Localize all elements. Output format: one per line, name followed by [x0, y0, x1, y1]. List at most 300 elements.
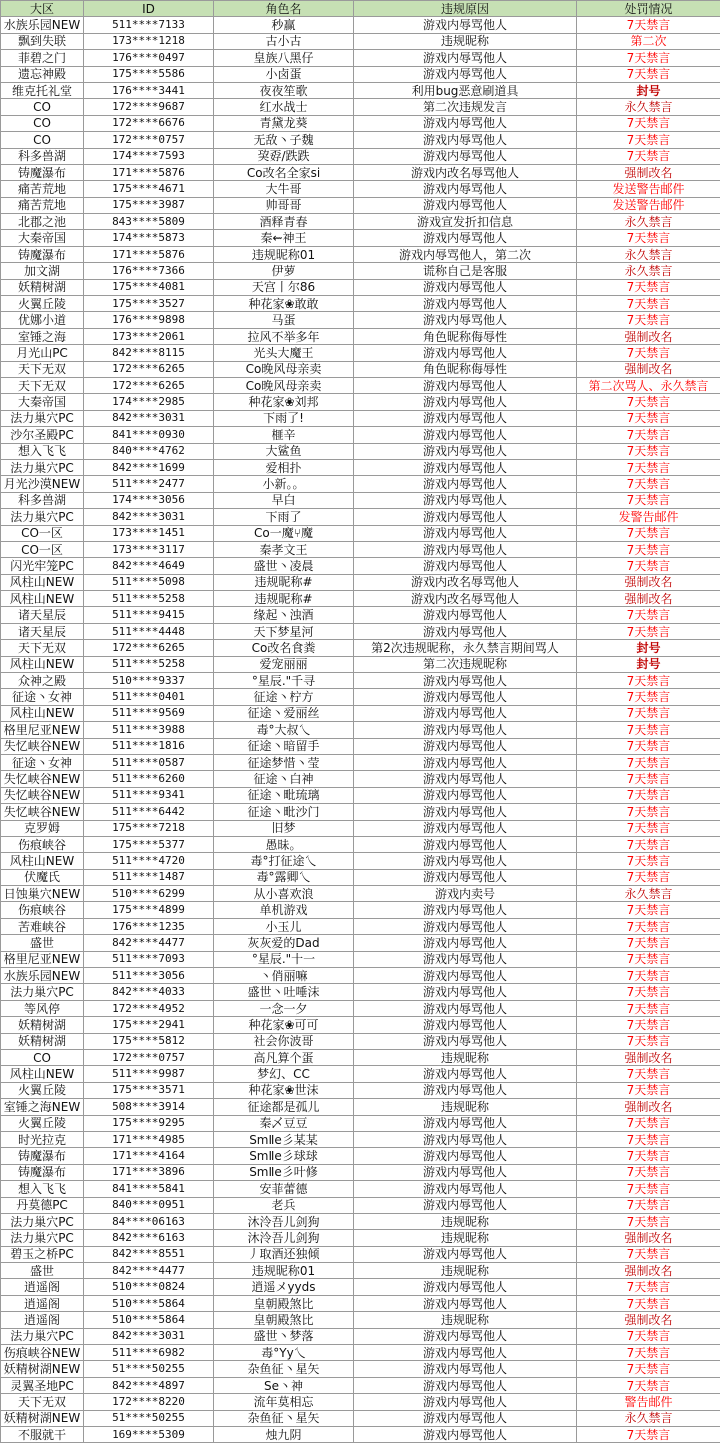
cell-role-name: 伊萝 [214, 263, 354, 279]
cell-id: 172****0757 [84, 1050, 214, 1066]
cell-violation-reason: 违规昵称 [354, 1213, 577, 1229]
cell-region: 法力巢穴PC [1, 410, 84, 426]
table-row [1, 1230, 720, 1246]
cell-region: 维克托礼堂 [1, 82, 84, 98]
cell-region: 法力巢穴PC [1, 1230, 84, 1246]
cell-id: 842****4477 [84, 935, 214, 951]
cell-penalty: 7天禁言 [577, 132, 720, 148]
cell-violation-reason: 游戏内辱骂他人 [354, 377, 577, 393]
cell-violation-reason: 游戏内辱骂他人 [354, 869, 577, 885]
cell-region: 失忆峡谷NEW [1, 771, 84, 787]
cell-id: 511****2477 [84, 476, 214, 492]
cell-penalty: 发送警告邮件 [577, 197, 720, 213]
cell-violation-reason: 第2次违规昵称，永久禁言期间骂人 [354, 640, 577, 656]
cell-penalty: 7天禁言 [577, 902, 720, 918]
table-row [1, 1279, 720, 1295]
cell-id: 843****5809 [84, 214, 214, 230]
cell-role-name: 种花家❀世沫 [214, 1082, 354, 1098]
cell-violation-reason: 游戏内辱骂他人 [354, 836, 577, 852]
cell-region: 风柱山NEW [1, 574, 84, 590]
cell-region: 妖精树湖NEW [1, 1361, 84, 1377]
cell-id: 51****50255 [84, 1361, 214, 1377]
cell-role-name: 秦孝文王 [214, 541, 354, 557]
cell-penalty: 7天禁言 [577, 1295, 720, 1311]
cell-violation-reason: 游戏内辱骂他人 [354, 66, 577, 82]
cell-penalty: 7天禁言 [577, 443, 720, 459]
cell-penalty: 7天禁言 [577, 935, 720, 951]
cell-id: 840****0951 [84, 1197, 214, 1213]
cell-role-name: 毒°露卿乀 [214, 869, 354, 885]
cell-role-name: Co晚风母亲卖 [214, 361, 354, 377]
cell-role-name: 老兵 [214, 1197, 354, 1213]
cell-region: 法力巢穴PC [1, 1213, 84, 1229]
cell-id: 511****6442 [84, 804, 214, 820]
cell-violation-reason: 第二次违规发言 [354, 99, 577, 115]
cell-role-name: 征途都是孤儿 [214, 1099, 354, 1115]
table-row [1, 492, 720, 508]
table-row [1, 771, 720, 787]
cell-violation-reason: 角色昵称侮辱性 [354, 328, 577, 344]
cell-penalty: 7天禁言 [577, 1181, 720, 1197]
table-row [1, 902, 720, 918]
cell-penalty: 强制改名 [577, 1099, 720, 1115]
table-row [1, 50, 720, 66]
cell-violation-reason: 游戏内辱骂他人 [354, 722, 577, 738]
cell-role-name: 从小喜欢浪 [214, 886, 354, 902]
cell-violation-reason: 游戏内辱骂他人 [354, 705, 577, 721]
cell-violation-reason: 游戏内改名辱骂他人 [354, 591, 577, 607]
table-row [1, 296, 720, 312]
table-row [1, 525, 720, 541]
table-row [1, 1050, 720, 1066]
cell-violation-reason: 游戏内辱骂他人 [354, 345, 577, 361]
cell-penalty: 7天禁言 [577, 541, 720, 557]
cell-violation-reason: 游戏内辱骂他人 [354, 1164, 577, 1180]
cell-region: 征途丶女神 [1, 689, 84, 705]
cell-violation-reason: 游戏内辱骂他人 [354, 1181, 577, 1197]
cell-violation-reason: 游戏内辱骂他人 [354, 902, 577, 918]
cell-region: CO一区 [1, 541, 84, 557]
table-row [1, 132, 720, 148]
cell-violation-reason: 游戏内辱骂他人 [354, 1066, 577, 1082]
table-row [1, 279, 720, 295]
cell-violation-reason: 游戏内辱骂他人 [354, 1345, 577, 1361]
cell-role-name: 沐泠吾儿剑狗 [214, 1230, 354, 1246]
cell-region: 伤痕峡谷 [1, 836, 84, 852]
cell-id: 842****3031 [84, 410, 214, 426]
cell-violation-reason: 游戏内辱骂他人 [354, 1426, 577, 1442]
table-row [1, 623, 720, 639]
cell-penalty: 警告邮件 [577, 1394, 720, 1410]
cell-region: 大秦帝国 [1, 230, 84, 246]
cell-id: 511****7093 [84, 951, 214, 967]
table-row [1, 1164, 720, 1180]
cell-region: CO [1, 115, 84, 131]
cell-penalty: 7天禁言 [577, 345, 720, 361]
cell-violation-reason: 违规昵称 [354, 1312, 577, 1328]
cell-region: 妖精树湖 [1, 279, 84, 295]
cell-id: 84****06163 [84, 1213, 214, 1229]
cell-violation-reason: 游戏内辱骂他人 [354, 968, 577, 984]
cell-role-name: 征途丶毗沙门 [214, 804, 354, 820]
cell-id: 175****5812 [84, 1033, 214, 1049]
table-row [1, 640, 720, 656]
cell-region: 妖精树湖NEW [1, 1410, 84, 1426]
table-row [1, 66, 720, 82]
cell-role-name: 拉风不举多年 [214, 328, 354, 344]
cell-region: 水族乐园NEW [1, 17, 84, 33]
cell-violation-reason: 游戏内辱骂他人 [354, 1394, 577, 1410]
cell-region: 苦难峡谷 [1, 918, 84, 934]
cell-region: 遗忘神殿 [1, 66, 84, 82]
cell-violation-reason: 游戏内辱骂他人 [354, 1410, 577, 1426]
header-penalty: 处罚情况 [577, 1, 720, 17]
cell-region: 逍遥阁 [1, 1295, 84, 1311]
table-row [1, 1033, 720, 1049]
cell-role-name: 杂鱼征丶星矢 [214, 1410, 354, 1426]
cell-id: 176****1235 [84, 918, 214, 934]
cell-region: 众神之殿 [1, 673, 84, 689]
cell-role-name: 巭孬/跌跌 [214, 148, 354, 164]
header-role-name: 角色名 [214, 1, 354, 17]
cell-penalty: 7天禁言 [577, 1115, 720, 1131]
cell-role-name: 旧梦 [214, 820, 354, 836]
cell-penalty: 7天禁言 [577, 771, 720, 787]
cell-role-name: 杂鱼征丶星矢 [214, 1361, 354, 1377]
cell-region: 诸天星辰 [1, 607, 84, 623]
cell-role-name: 毒°打征途乀 [214, 853, 354, 869]
cell-role-name: 灰灰爱的Dad [214, 935, 354, 951]
cell-region: CO一区 [1, 525, 84, 541]
cell-id: 510****0824 [84, 1279, 214, 1295]
cell-id: 842****3031 [84, 509, 214, 525]
table-row [1, 17, 720, 33]
cell-id: 511****4720 [84, 853, 214, 869]
cell-id: 840****4762 [84, 443, 214, 459]
cell-role-name: 征途丶暗留手 [214, 738, 354, 754]
cell-id: 172****6676 [84, 115, 214, 131]
cell-violation-reason: 游戏内辱骂他人 [354, 459, 577, 475]
cell-penalty: 7天禁言 [577, 525, 720, 541]
cell-penalty: 7天禁言 [577, 607, 720, 623]
cell-role-name: 毒°Yy乀 [214, 1345, 354, 1361]
table-row [1, 541, 720, 557]
cell-violation-reason: 游戏内辱骂他人 [354, 673, 577, 689]
cell-role-name: 光头大魔王 [214, 345, 354, 361]
cell-region: 伤痕峡谷 [1, 902, 84, 918]
cell-role-name: 秒赢 [214, 17, 354, 33]
cell-penalty: 7天禁言 [577, 558, 720, 574]
cell-region: 日蚀巢穴NEW [1, 886, 84, 902]
cell-violation-reason: 游戏内辱骂他人 [354, 132, 577, 148]
cell-region: 火翼丘陵 [1, 296, 84, 312]
cell-role-name: 违规昵称# [214, 574, 354, 590]
cell-role-name: Co晚风母亲卖 [214, 377, 354, 393]
cell-role-name: 流年莫相忘 [214, 1394, 354, 1410]
cell-region: 失忆峡谷NEW [1, 738, 84, 754]
table-row [1, 1197, 720, 1213]
cell-region: 北郡之池 [1, 214, 84, 230]
table-row [1, 164, 720, 180]
cell-region: 征途丶女神 [1, 754, 84, 770]
cell-region: 室锤之海NEW [1, 1099, 84, 1115]
cell-region: 优娜小道 [1, 312, 84, 328]
cell-role-name: 大鲨鱼 [214, 443, 354, 459]
cell-role-name: Se丶神 [214, 1377, 354, 1393]
cell-role-name: 爱宠丽丽 [214, 656, 354, 672]
cell-id: 175****5377 [84, 836, 214, 852]
cell-id: 175****4081 [84, 279, 214, 295]
cell-region: 灵翼圣地PC [1, 1377, 84, 1393]
cell-region: 克罗姆 [1, 820, 84, 836]
cell-id: 842****4033 [84, 984, 214, 1000]
cell-id: 174****2985 [84, 394, 214, 410]
cell-id: 508****3914 [84, 1099, 214, 1115]
cell-id: 842****1699 [84, 459, 214, 475]
cell-penalty: 7天禁言 [577, 853, 720, 869]
cell-violation-reason: 游戏内辱骂他人 [354, 558, 577, 574]
cell-region: 加文湖 [1, 263, 84, 279]
cell-role-name: 逍遥メyyds [214, 1279, 354, 1295]
cell-region: 法力巢穴PC [1, 459, 84, 475]
cell-penalty: 7天禁言 [577, 722, 720, 738]
table-row [1, 1410, 720, 1426]
cell-id: 511****1487 [84, 869, 214, 885]
cell-violation-reason: 游戏内辱骂他人 [354, 1131, 577, 1147]
table-row [1, 574, 720, 590]
cell-role-name: 安菲蕾德 [214, 1181, 354, 1197]
cell-id: 175****3571 [84, 1082, 214, 1098]
table-row [1, 1263, 720, 1279]
cell-penalty: 7天禁言 [577, 820, 720, 836]
cell-region: 风柱山NEW [1, 1066, 84, 1082]
cell-penalty: 永久禁言 [577, 99, 720, 115]
cell-region: 铸魔瀑布 [1, 246, 84, 262]
cell-region: 菲碧之门 [1, 50, 84, 66]
cell-penalty: 7天禁言 [577, 1017, 720, 1033]
cell-penalty: 永久禁言 [577, 246, 720, 262]
table-row [1, 328, 720, 344]
cell-penalty: 7天禁言 [577, 427, 720, 443]
cell-id: 169****5309 [84, 1426, 214, 1442]
cell-id: 511****6260 [84, 771, 214, 787]
table-row [1, 345, 720, 361]
cell-violation-reason: 游戏内辱骂他人 [354, 1377, 577, 1393]
table-row [1, 935, 720, 951]
table-row [1, 1213, 720, 1229]
cell-id: 176****9898 [84, 312, 214, 328]
cell-region: CO [1, 1050, 84, 1066]
cell-penalty: 强制改名 [577, 361, 720, 377]
cell-region: 时光拉克 [1, 1131, 84, 1147]
cell-violation-reason: 游戏内辱骂他人 [354, 738, 577, 754]
cell-region: 火翼丘陵 [1, 1115, 84, 1131]
cell-region: 格里尼亚NEW [1, 951, 84, 967]
table-row [1, 509, 720, 525]
cell-role-name: 社会你波哥 [214, 1033, 354, 1049]
cell-region: 法力巢穴PC [1, 509, 84, 525]
cell-role-name: 种花家❀可可 [214, 1017, 354, 1033]
cell-role-name: 丿取酒还独倾 [214, 1246, 354, 1262]
header-id: ID [84, 1, 214, 17]
cell-id: 842****8115 [84, 345, 214, 361]
table-row [1, 99, 720, 115]
cell-id: 842****8551 [84, 1246, 214, 1262]
cell-role-name: 大牛哥 [214, 181, 354, 197]
cell-role-name: 征途丶毗琉璃 [214, 787, 354, 803]
table-row [1, 656, 720, 672]
cell-region: 天下无双 [1, 1394, 84, 1410]
cell-id: 511****7133 [84, 17, 214, 33]
table-row [1, 1394, 720, 1410]
table-row [1, 1131, 720, 1147]
cell-penalty: 第二次 [577, 33, 720, 49]
cell-id: 172****6265 [84, 361, 214, 377]
table-row [1, 82, 720, 98]
header-region: 大区 [1, 1, 84, 17]
table-row [1, 607, 720, 623]
table-body [1, 17, 720, 1443]
cell-id: 510****5864 [84, 1312, 214, 1328]
cell-penalty: 7天禁言 [577, 50, 720, 66]
cell-region: 铸魔瀑布 [1, 164, 84, 180]
cell-role-name: 天宫丨尔86 [214, 279, 354, 295]
cell-id: 511****9341 [84, 787, 214, 803]
cell-role-name: 小卤蛋 [214, 66, 354, 82]
table-row [1, 1361, 720, 1377]
cell-role-name: 盛世丶吐唾沫 [214, 984, 354, 1000]
cell-violation-reason: 游戏内辱骂他人 [354, 1033, 577, 1049]
cell-region: 风柱山NEW [1, 853, 84, 869]
cell-id: 511****3056 [84, 968, 214, 984]
cell-penalty: 强制改名 [577, 574, 720, 590]
cell-region: 铸魔瀑布 [1, 1148, 84, 1164]
table-row [1, 1115, 720, 1131]
cell-role-name: 种花家❀敢敢 [214, 296, 354, 312]
cell-penalty: 7天禁言 [577, 951, 720, 967]
cell-id: 842****4649 [84, 558, 214, 574]
cell-id: 511****5258 [84, 591, 214, 607]
cell-penalty: 强制改名 [577, 1230, 720, 1246]
cell-penalty: 发警告邮件 [577, 509, 720, 525]
cell-penalty: 7天禁言 [577, 394, 720, 410]
cell-role-name: 酒释青春 [214, 214, 354, 230]
cell-violation-reason: 游戏内辱骂他人 [354, 1279, 577, 1295]
cell-violation-reason: 游戏内辱骂他人 [354, 771, 577, 787]
cell-violation-reason: 游戏内辱骂他人 [354, 443, 577, 459]
cell-penalty: 7天禁言 [577, 705, 720, 721]
cell-violation-reason: 角色昵称侮辱性 [354, 361, 577, 377]
cell-region: 闪光牢笼PC [1, 558, 84, 574]
cell-role-name: 爱相扑 [214, 459, 354, 475]
cell-penalty: 7天禁言 [577, 1148, 720, 1164]
cell-id: 511****4448 [84, 623, 214, 639]
cell-role-name: 盛世丶凌晨 [214, 558, 354, 574]
table-row [1, 1426, 720, 1442]
cell-role-name: 红水战士 [214, 99, 354, 115]
cell-role-name: 皇朝殿煞比 [214, 1295, 354, 1311]
cell-region: 逍遥阁 [1, 1312, 84, 1328]
cell-violation-reason: 游戏内辱骂他人 [354, 181, 577, 197]
cell-id: 175****9295 [84, 1115, 214, 1131]
cell-id: 175****3987 [84, 197, 214, 213]
cell-role-name: 违规昵称01 [214, 1263, 354, 1279]
table-row [1, 459, 720, 475]
cell-penalty: 7天禁言 [577, 787, 720, 803]
cell-role-name: 夜夜笙歌 [214, 82, 354, 98]
cell-penalty: 7天禁言 [577, 312, 720, 328]
cell-penalty: 7天禁言 [577, 754, 720, 770]
cell-role-name: Co改名全家si [214, 164, 354, 180]
cell-id: 174****7593 [84, 148, 214, 164]
cell-role-name: 秦⇜神王 [214, 230, 354, 246]
cell-role-name: 下雨了! [214, 410, 354, 426]
cell-role-name: 小新。。 [214, 476, 354, 492]
cell-region: 天下无双 [1, 377, 84, 393]
cell-penalty: 封号 [577, 640, 720, 656]
cell-violation-reason: 游戏内辱骂他人 [354, 951, 577, 967]
table-row [1, 410, 720, 426]
cell-penalty: 强制改名 [577, 1263, 720, 1279]
cell-violation-reason: 游戏内辱骂他人 [354, 312, 577, 328]
cell-penalty: 7天禁言 [577, 1131, 720, 1147]
cell-penalty: 7天禁言 [577, 623, 720, 639]
cell-role-name: 皇朝殿煞比 [214, 1312, 354, 1328]
cell-penalty: 强制改名 [577, 1050, 720, 1066]
cell-region: CO [1, 99, 84, 115]
cell-id: 173****1218 [84, 33, 214, 49]
cell-region: 诸天星辰 [1, 623, 84, 639]
cell-id: 175****4671 [84, 181, 214, 197]
cell-id: 511****9987 [84, 1066, 214, 1082]
cell-penalty: 7天禁言 [577, 1197, 720, 1213]
cell-region: 水族乐园NEW [1, 968, 84, 984]
cell-region: 失忆峡谷NEW [1, 804, 84, 820]
cell-penalty: 7天禁言 [577, 1164, 720, 1180]
cell-role-name: 盛世丶梦落 [214, 1328, 354, 1344]
table-row [1, 197, 720, 213]
table-row [1, 918, 720, 934]
table-row [1, 33, 720, 49]
table-row [1, 427, 720, 443]
table-row [1, 312, 720, 328]
cell-penalty: 封号 [577, 82, 720, 98]
cell-penalty: 7天禁言 [577, 1246, 720, 1262]
cell-id: 511****5258 [84, 656, 214, 672]
cell-role-name: 征途丶白神 [214, 771, 354, 787]
cell-penalty: 发送警告邮件 [577, 181, 720, 197]
cell-role-name: 沐泠吾儿剑狗 [214, 1213, 354, 1229]
cell-region: 科多兽湖 [1, 492, 84, 508]
cell-role-name: 毒°大叔乀 [214, 722, 354, 738]
table-row [1, 1312, 720, 1328]
cell-role-name: 古小古 [214, 33, 354, 49]
cell-violation-reason: 游戏内辱骂他人 [354, 394, 577, 410]
cell-region: 痛苦荒地 [1, 181, 84, 197]
table-row [1, 1328, 720, 1344]
cell-role-name: 天下梦星河 [214, 623, 354, 639]
table-row [1, 722, 720, 738]
cell-penalty: 封号 [577, 656, 720, 672]
cell-penalty: 7天禁言 [577, 1426, 720, 1442]
cell-violation-reason: 违规昵称 [354, 1230, 577, 1246]
table-row [1, 853, 720, 869]
cell-region: 逍遥阁 [1, 1279, 84, 1295]
cell-id: 175****2941 [84, 1017, 214, 1033]
cell-id: 174****5873 [84, 230, 214, 246]
cell-violation-reason: 游戏内辱骂他人，第二次 [354, 246, 577, 262]
cell-violation-reason: 游戏内辱骂他人 [354, 754, 577, 770]
